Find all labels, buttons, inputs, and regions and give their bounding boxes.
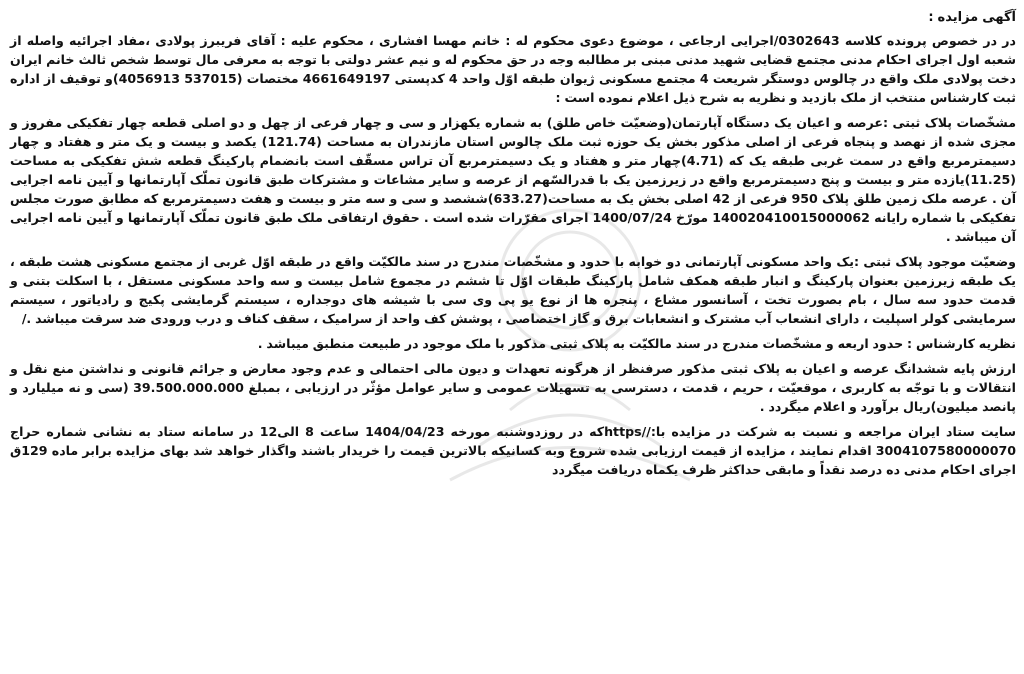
current-status-paragraph: وضعیّت موجود پلاک ثبتی :یک واحد مسکونی آپارتمانی دو خوابه با حدود و مشخّصات مندرج در سند مالکیّت واقع در طبقه اوّل غربی از مجتمع مسکونی هشت طبقه ، یک طبقه زیرزمین بعنوان پارکینگ و انبار طبقه همکف شامل پارکینگ طبقات اوّل تا ششم در مجموع شامل بیست و سه واحد مسکونی مستقل ، با اسکلت بتنی و قدمت حدود سه سال ، بام بصورت تخت ، آسانسور مشاع ، پنجره ها از نوع یو پی وی سی با شیشه های دوجداره ، سیستم گرمایشی پکیج و رادیاتور ، سیستم سرمایشی کولر اسپلیت ، دارای انشعاب آب مشترک و انشعابات برق و گاز اختصاصی ، پوشش کف واحد از سرامیک ، سقف کناف و درب ورودی ضد سرقت میباشد ./	[10, 254, 1016, 326]
notice-title: آگهی مزایده :	[928, 10, 1016, 25]
base-value-paragraph: ارزش پایه ششدانگ عرصه و اعیان به پلاک ثبتی مذکور صرفنظر از هرگونه تعهدات و دیون مالی احتمالی و عدم وجود معارض و جرائم قانونی و نداشتن منع نقل و انتقالات و با توجّه به کاربری ، موقعیّت ، حریم ، قدمت ، دسترسی به تسهیلات عمومی و سایر عوامل مؤثّر در ارزیابی ، بمبلغ 39.500.000.000 (سی و نه میلیارد و پانصد میلیون)ریال برآورد و اعلام میگردد .	[10, 361, 1016, 414]
auction-notice	[10, 8, 1016, 479]
case-description-paragraph: در در خصوص پرونده کلاسه 0302643/اجرایی ارجاعی ، موضوع دعوی محکوم له : خانم مهسا افشاری ، محکوم علیه : آقای فریبرز پولادی ،مفاد اجرائیه واصله از شعبه اول اجرای احکام مدنی مجتمع قضایی شهید مدنی مبنی بر مطالبه وجه در حق محکوم له و نیم عشر دولتی با توجه به معرفی مال توسط شخص ثالث خانم ایران دخت پولادی ملک واقع در چالوس دوستگر شریعت 4 مجتمع مسکونی ژیوان طبقه اوّل واحد 4 کدپستی 4661649197 مختصات (537015 4056913)و توقیف از اداره ثبت کارشناس منتخب از ملک بازدید و نظریه به شرح ذیل اعلام نموده است :	[10, 33, 1016, 105]
auction-participation-paragraph: سایت ستاد ایران مراجعه و نسبت به شرکت در مزایده با://httpsکه در روزدوشنبه مورخه 1404/04/23 ساعت 8 الی12 در سامانه ستاد به نشانی شماره حراج 3004107580000070 اقدام نمایند ، مزایده از قیمت ارزیابی شده شروع وبه کسانیکه بالاترین قیمت را خریدار باشند واگذار خواهد شد بهای مزایده برابر ماده 129ق اجرای احکام مدنی ده درصد نقداً و مابقی حداکثر ظرف یکماه دریافت میگردد	[10, 424, 1017, 477]
expert-opinion-paragraph: نظریه کارشناس : حدود اربعه و مشخّصات مندرج در سند مالکیّت به پلاک ثبتی مذکور با ملک موجود در طبیعت منطبق میباشد .	[257, 336, 1016, 351]
registered-plot-specs-paragraph: مشخّصات پلاک ثبتی :عرصه و اعیان یک دستگاه آپارتمان(وضعیّت خاص طلق) به شماره یکهزار و سی و چهار فرعی از چهل و دو اصلی قطعه چهار تفکیکی مفروز و مجزی شده از نهصد و پنجاه فرعی از اصلی مذکور بخش یک حوزه ثبت ملک چالوس استان مازندران به مساحت (121.74) یکصد و بیست و یک متر و هفتاد و چهار دسیمترمربع واقع در سمت غربی طبقه یک که (4.71)چهار متر و هفتاد و یک دسیمترمربع آن تراس مسقّف است بانضمام پارکینگ قطعه شش تفکیکی به مساحت (11.25)یازده متر و بیست و پنج دسیمترمربع واقع در زیرزمین یک با قدرالسّهم از عرصه و سایر مشاعات و مشترکات طبق قانون تملّک آپارتمانها و آیین نامه اجرایی آن . عرصه ملک زمین طلق پلاک 950 فرعی از 42 اصلی بخش یک به مساحت(633.27)ششصد و سی و سه متر و بیست و هفت دسیمترمربع که مطابق صورت مجلس تفکیکی با شماره رایانه 140020410015000062 مورّخ 1400/07/24 اجرای مقرّرات شده است . حقوق ارتفاقی ملک طبق قانون تملّک آپارتمانها و آیین نامه اجرایی آن میباشد .	[10, 115, 1017, 244]
